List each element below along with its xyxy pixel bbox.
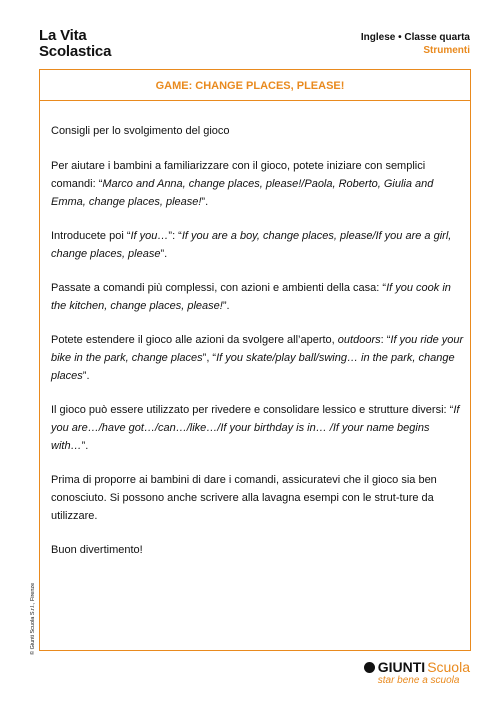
paragraph-1: Per aiutare i bambini a familiarizzare con il gioco, potete iniziare con semplici comandi: “Marco and Anna, change places, please!/Paola, Roberto, Giulia and Emma, change places, please!”. [51, 160, 434, 208]
subject-label: Inglese • Classe quarta [360, 32, 470, 43]
publisher-logo [364, 659, 470, 686]
title-divider [39, 100, 471, 101]
section-label: Strumenti [423, 45, 470, 56]
publisher-mark-icon [364, 662, 375, 673]
publisher-name: GIUNTI [377, 659, 426, 675]
section-heading: Consigli per lo svolgimento del gioco [51, 125, 230, 137]
brand-line-1: La Vita [39, 27, 87, 44]
brand-logo [39, 28, 111, 60]
paragraph-5: Il gioco può essere utilizzato per rivedere e consolidare lessico e strutture diversi: “If you are…/have got…/can…/like…/If your birthday is in… /If your name begins with…”. [51, 404, 460, 452]
header-info [361, 31, 470, 57]
paragraph-7: Buon divertimento! [51, 544, 143, 556]
paragraph-6: Prima di proporre ai bambini di dare i comandi, assicuratevi che il gioco sia ben conosciuto. Si possono anche scrivere alla lavagna esempi con le strut-ture da utilizzare. [51, 474, 437, 522]
paragraph-3: Passate a comandi più complessi, con azioni e ambienti della casa: “If you cook in the kitchen, change places, please!”. [51, 282, 451, 312]
paragraph-4: Potete estendere il gioco alle azioni da svolgere all’aperto, outdoors: “If you ride your bike in the park, change places”, “If you skate/play ball/swing… in the park, change places”. [51, 334, 464, 382]
paragraph-2: Introducete poi “If you…”: “If you are a boy, change places, please/If you are a girl, change places, please”. [51, 230, 452, 260]
publisher-tagline: star bene a scuola [377, 675, 460, 686]
brand-line-2: Scolastica [39, 43, 112, 60]
page-title: GAME: CHANGE PLACES, PLEASE! [155, 80, 345, 92]
publisher-name-suffix: Scuola [427, 659, 470, 675]
main-content [51, 122, 465, 575]
copyright-credit: © Giunti Scuola S.r.l., Firenze [30, 582, 36, 655]
